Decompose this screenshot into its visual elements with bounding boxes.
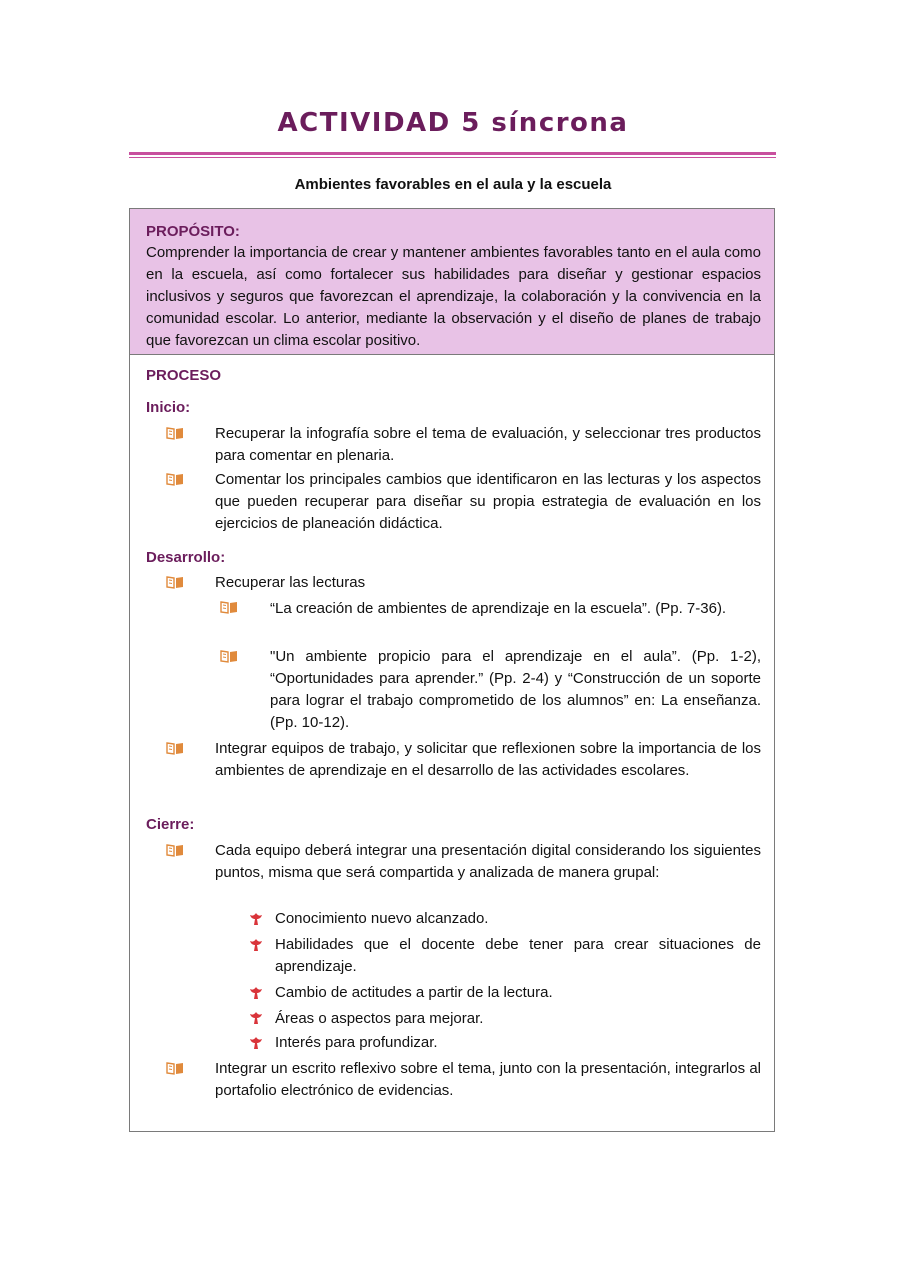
open-book-icon xyxy=(166,472,184,486)
inicio-label: Inicio: xyxy=(146,399,191,416)
page-subtitle: Ambientes favorables en el aula y la escuela xyxy=(294,176,612,193)
cierre-item-2: Integrar un escrito reflexivo sobre el tema, junto con la presentación, integrarlos al portafolio electrónico de evidencias. xyxy=(215,1060,761,1099)
cierre-point-1: Conocimiento nuevo alcanzado. xyxy=(275,910,489,927)
fleur-bullet-icon xyxy=(248,986,266,1000)
open-book-icon xyxy=(166,741,184,755)
open-book-icon xyxy=(220,600,238,614)
process-label: PROCESO xyxy=(146,367,222,384)
purpose-label: PROPÓSITO: xyxy=(146,223,240,240)
open-book-icon xyxy=(166,843,184,857)
fleur-bullet-icon xyxy=(248,938,266,952)
purpose-text: Comprender la importancia de crear y mantener ambientes favorables tanto en el aula como en la escuela, así como fortalecer sus habilidades para diseñar y gestionar espacios inclusivos y seguros que favorezcan el aprendizaje, la colaboración y la convivencia en la comunidad escolar. Lo anterior, mediante la observación y el diseño de planes de trabajo que favorezcan un clima escolar positivo. xyxy=(146,244,761,349)
desarrollo-item-1: Recuperar las lecturas xyxy=(215,574,366,591)
activity-table xyxy=(129,208,775,1132)
desarrollo-subitem-2: "Un ambiente propicio para el aprendizaje en el aula”. (Pp. 1-2), “Oportunidades para aprender.” (Pp. 2-4) y “Construcción de un soporte para lograr el trabajo comprometido de los alumnos” en: La enseñanza. (Pp. 10-12). xyxy=(270,648,761,731)
open-book-icon xyxy=(166,426,184,440)
inicio-item-2: Comentar los principales cambios que identificaron en las lecturas y los aspectos que pueden recuperar para diseñar su propia estrategia de evaluación en los ejercicios de planeación didáctica. xyxy=(215,471,761,532)
title-rule-thin xyxy=(129,157,776,158)
cierre-item-1: Cada equipo deberá integrar una presentación digital considerando los siguientes puntos, misma que será compartida y analizada de manera grupal: xyxy=(215,842,761,881)
fleur-bullet-icon xyxy=(248,1011,266,1025)
desarrollo-subitem-1: “La creación de ambientes de aprendizaje en la escuela”. (Pp. 7-36). xyxy=(270,600,727,617)
title-rule xyxy=(129,152,776,155)
open-book-icon xyxy=(220,649,238,663)
cierre-point-4: Áreas o aspectos para mejorar. xyxy=(275,1010,484,1027)
cierre-point-2: Habilidades que el docente debe tener para crear situaciones de aprendizaje. xyxy=(275,936,761,975)
cierre-label: Cierre: xyxy=(146,816,195,833)
page-title: ACTIVIDAD 5 síncrona xyxy=(277,108,629,138)
fleur-bullet-icon xyxy=(248,1036,266,1050)
cierre-point-3: Cambio de actitudes a partir de la lectura. xyxy=(275,984,553,1001)
cierre-point-5: Interés para profundizar. xyxy=(275,1034,438,1051)
desarrollo-label: Desarrollo: xyxy=(146,549,226,566)
open-book-icon xyxy=(166,575,184,589)
open-book-icon xyxy=(166,1061,184,1075)
inicio-item-1: Recuperar la infografía sobre el tema de evaluación, y seleccionar tres productos para comentar en plenaria. xyxy=(215,425,761,464)
fleur-bullet-icon xyxy=(248,912,266,926)
desarrollo-item-2: Integrar equipos de trabajo, y solicitar que reflexionen sobre la importancia de los ambientes de aprendizaje en el desarrollo de las actividades escolares. xyxy=(215,740,761,779)
purpose-section xyxy=(130,209,774,355)
